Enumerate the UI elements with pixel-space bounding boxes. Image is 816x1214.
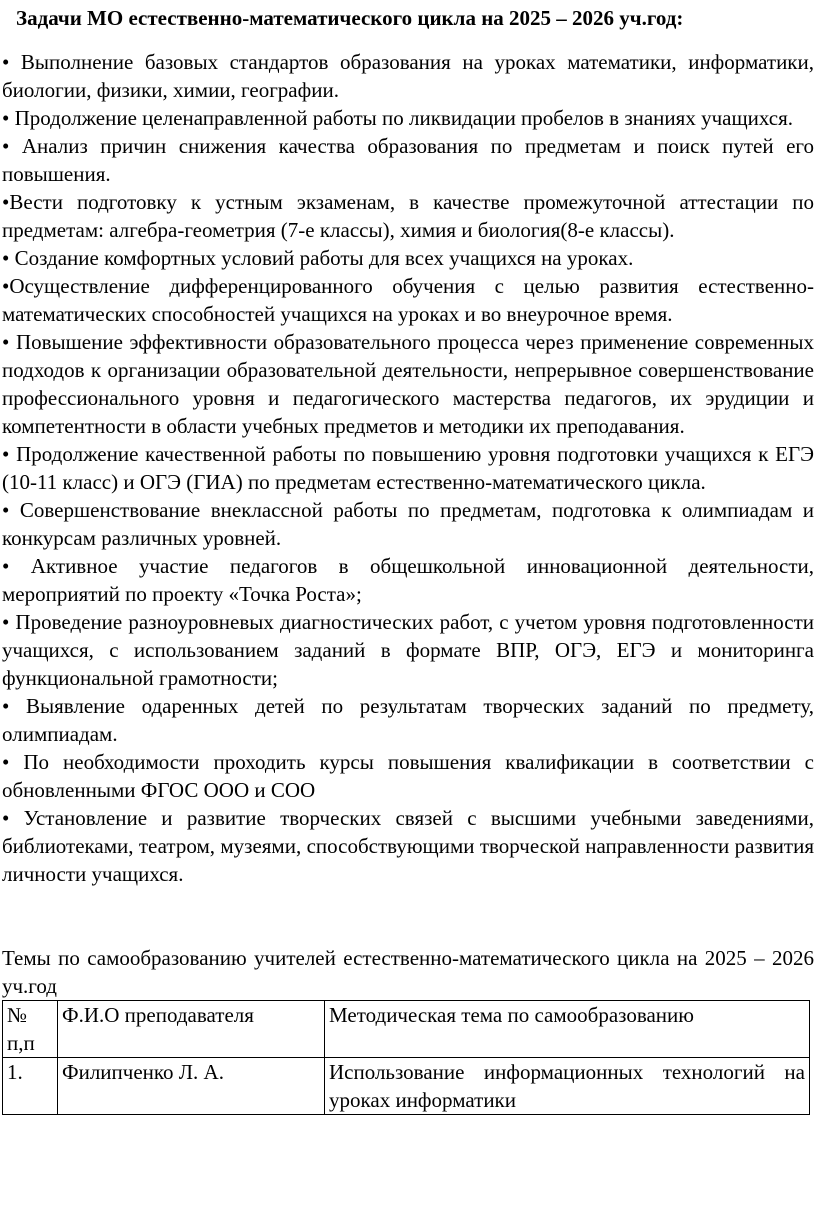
cell-theme: Использование информационных технологий на уроках информатики <box>325 1058 810 1115</box>
task-item: • Продолжение целенаправленной работы по ликвидации пробелов в знаниях учащихся. <box>2 106 793 130</box>
self-education-table <box>2 1000 810 1115</box>
header-cell-number: № п,п <box>3 1001 58 1058</box>
task-item: • Активное участие педагогов в общешкольной инновационной деятельности, мероприятий по проекту «Точка Роста»; <box>2 554 814 606</box>
task-item: • Продолжение качественной работы по повышению уровня подготовки учащихся к ЕГЭ (10-11 класс) и ОГЭ (ГИА) по предметам естественно-математического цикла. <box>2 442 814 494</box>
task-item: • Выявление одаренных детей по результатам творческих заданий по предмету, олимпиадам. <box>2 694 814 746</box>
header-cell-theme: Методическая тема по самообразованию <box>325 1001 810 1058</box>
task-item: •Вести подготовку к устным экзаменам, в качестве промежуточной аттестации по предметам: алгебра-геометрия (7-е классы), химия и биология(8-е классы). <box>2 190 814 242</box>
tasks-list <box>2 48 814 888</box>
task-item: • Совершенствование внеклассной работы по предметам, подготовка к олимпиадам и конкурсам различных уровней. <box>2 498 814 550</box>
header-cell-teacher: Ф.И.О преподавателя <box>58 1001 325 1058</box>
task-item: • Повышение эффективности образовательного процесса через применение современных подходов к организации образовательной деятельности, непрерывное совершенствование профессионального уровня и педагогического мастерства педагогов, их эрудиции и компетентности в области учебных предметов и методики их преподавания. <box>2 330 814 438</box>
task-item: • Выполнение базовых стандартов образования на уроках математики, информатики, биологии, физики, химии, географии. <box>2 50 814 102</box>
table-header-row <box>3 1001 810 1058</box>
task-item: • Проведение разноуровневых диагностических работ, с учетом уровня подготовленности учащихся, с использованием заданий в формате ВПР, ОГЭ, ЕГЭ и мониторинга функциональной грамотности; <box>2 610 814 690</box>
page-title: Задачи МО естественно-математического цикла на 2025 – 2026 уч.год: <box>16 6 684 30</box>
table-row <box>3 1058 810 1115</box>
task-item: • По необходимости проходить курсы повышения квалификации в соответствии с обновленными ФГОС ООО и СОО <box>2 750 814 802</box>
task-item: • Создание комфортных условий работы для всех учащихся на уроках. <box>2 246 634 270</box>
themes-intro-text: Темы по самообразованию учителей естественно-математического цикла на 2025 – 2026 уч.год <box>2 946 814 998</box>
cell-number: 1. <box>3 1058 58 1115</box>
task-item: • Анализ причин снижения качества образования по предметам и поиск путей его повышения. <box>2 134 814 186</box>
cell-teacher: Филипченко Л. А. <box>58 1058 325 1115</box>
section-spacer <box>2 888 814 944</box>
task-item: • Установление и развитие творческих связей с высшими учебными заведениями, библиотеками, театром, музеями, способствующими творческой направленности развития личности учащихся. <box>2 806 814 886</box>
task-item: •Осуществление дифференцированного обучения с целью развития естественно-математических способностей учащихся на уроках и во внеурочное время. <box>2 274 814 326</box>
